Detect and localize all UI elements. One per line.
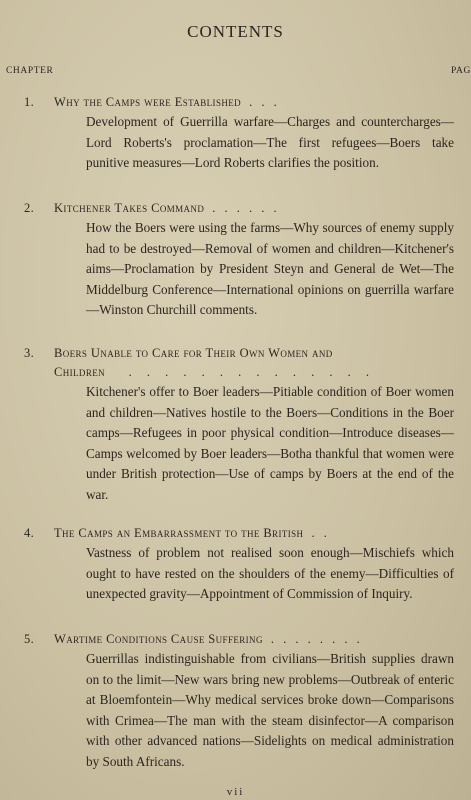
entry-number: 3. [24, 346, 35, 360]
entry-title-continued: Children [54, 365, 106, 379]
leader-dots: . . . . . . . . . . . . . . [128, 365, 375, 379]
entry-number: 4. [24, 526, 35, 540]
entry-title: Kitchener Takes Command [54, 201, 205, 215]
chapter-column-header: CHAPTER [6, 66, 54, 76]
toc-entry-5 [24, 629, 454, 772]
leader-dots: . . . [249, 95, 280, 109]
entry-number: 1. [24, 95, 35, 109]
page-title: CONTENTS [187, 22, 284, 41]
entry-title: The Camps an Embarrassment to the British [54, 526, 304, 540]
page-column-header: PAG [451, 66, 471, 76]
page-number: vii [226, 786, 245, 798]
entry-title: Boers Unable to Care for Their Own Women and [54, 346, 333, 360]
toc-entry-2 [24, 198, 454, 321]
entry-title: Wartime Conditions Cause Suffering [54, 632, 263, 646]
toc-entry-4 [24, 523, 454, 605]
entry-description: Vastness of problem not realised soon enough—Mischiefs which ought to have rested on the shoulders of the enemy—Difficulties of unexpected gravity—Appointment of Commission of Inquiry. [86, 545, 454, 601]
leader-dots: . . . . . . [212, 201, 280, 215]
entry-number: 2. [24, 201, 35, 215]
leader-dots: . . . . . . . . [270, 632, 363, 646]
entry-description: Guerrillas indistinguishable from civilians—British supplies drawn on to the limit—New wars bring new problems—Outbreak of enteric at Bloemfontein—Why medical services broke down—Comparisons with Crimea—The man with the steam disinfector—A comparison with other advanced nations—Sidelights on medical administration by South Africans. [86, 651, 454, 769]
toc-entry-3 [24, 343, 454, 505]
entry-title: Why the Camps were Established [54, 95, 242, 109]
entry-description: How the Boers were using the farms—Why sources of enemy supply had to be destroyed—Removal of women and children—Kitchener's aims—Proclamation by President Steyn and General de Wet—The Middelburg Conference—International opinions on guerrilla warfare—Winston Churchill comments. [86, 220, 454, 317]
entry-description: Development of Guerrilla warfare—Charges and countercharges—Lord Roberts's proclamation—The first refugees—Boers take punitive measures—Lord Roberts clarifies the position. [86, 114, 454, 170]
entry-description: Kitchener's offer to Boer leaders—Pitiable condition of Boer women and children—Natives hostile to the Boers—Conditions in the Boer camps—Refugees in poor physical condition—Introduce diseases—Camps welcomed by Boer leaders—Botha thankful that women were under British protection—Use of camps by Boers at the end of the war. [86, 384, 454, 502]
toc-entry-1 [24, 92, 454, 174]
leader-dots: . . [311, 526, 330, 540]
entry-number: 5. [24, 632, 35, 646]
